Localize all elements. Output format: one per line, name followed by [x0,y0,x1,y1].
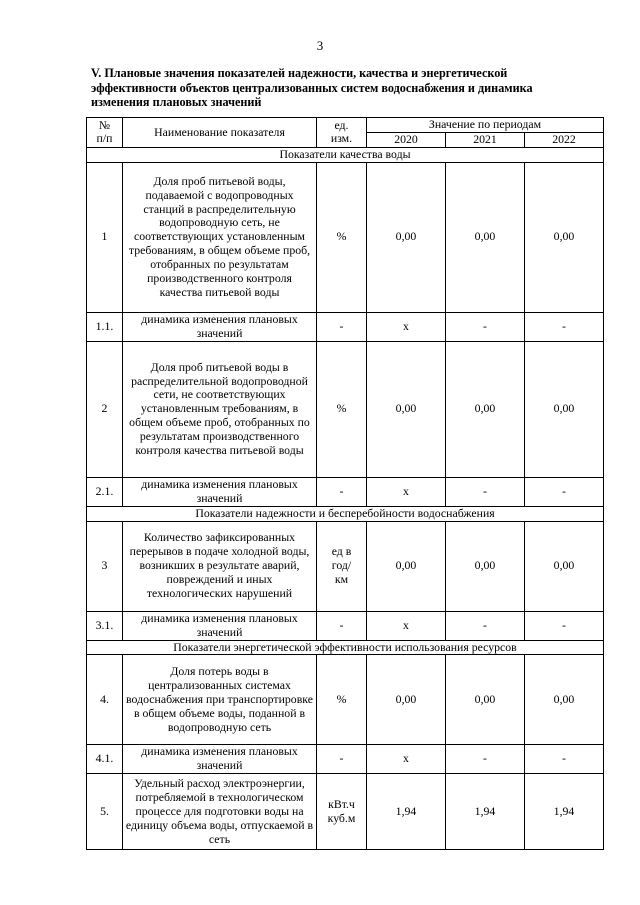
row-value-2021: 0,00 [446,341,525,477]
row-value-2021: 0,00 [446,162,525,312]
section-row-reliability [87,506,604,521]
row-value-2021: 1,94 [446,774,525,850]
row-unit: % [317,162,367,312]
row-value-2022: 0,00 [525,655,604,745]
row-value-2022: 0,00 [525,341,604,477]
row-name: динамика изменения плановых значений [123,477,317,506]
row-num: 5. [87,774,123,850]
row-value-2020: х [367,611,446,640]
row-unit: ед в год/ км [317,521,367,611]
row-num: 1 [87,162,123,312]
table-row [87,477,604,506]
row-num: 4. [87,655,123,745]
row-value-2022: - [525,745,604,774]
row-unit: - [317,611,367,640]
row-value-2022: 0,00 [525,162,604,312]
row-value-2020: х [367,477,446,506]
row-name: динамика изменения плановых значений [123,611,317,640]
section-row-quality [87,147,604,162]
table-header-row [87,118,604,133]
row-value-2020: 0,00 [367,341,446,477]
header-unit: ед. изм. [317,118,367,148]
section-label: Показатели энергетической эффективности использования ресурсов [87,640,604,655]
page-number: 3 [316,38,324,53]
header-name: Наименование показателя [123,118,317,148]
row-num: 1.1. [87,312,123,341]
row-name: Доля проб питьевой воды в распределительной водопроводной сети, не соответствующих установленным требованиям, в общем объеме проб, отобранных по результатам производственного контроля качества питьевой воды [123,341,317,477]
table-row [87,745,604,774]
table-row [87,655,604,745]
row-value-2022: 1,94 [525,774,604,850]
row-value-2022: - [525,611,604,640]
row-value-2022: - [525,477,604,506]
row-value-2020: 0,00 [367,655,446,745]
row-num: 3 [87,521,123,611]
row-name: Доля потерь воды в централизованных системах водоснабжения при транспортировке в общем объеме воды, поданной в водопроводную сеть [123,655,317,745]
row-num: 2 [87,341,123,477]
table-row [87,312,604,341]
section-label: Показатели качества воды [87,147,604,162]
table-row [87,611,604,640]
header-year-2020: 2020 [367,133,446,148]
row-unit: - [317,477,367,506]
row-value-2020: 0,00 [367,162,446,312]
header-year-2022: 2022 [525,133,604,148]
row-name: динамика изменения плановых значений [123,312,317,341]
row-num: 2.1. [87,477,123,506]
row-num: 3.1. [87,611,123,640]
header-year-2021: 2021 [446,133,525,148]
row-value-2022: 0,00 [525,521,604,611]
row-name: Количество зафиксированных перерывов в подаче холодной воды, возникших в результате аварий, повреждений и иных технологических нарушений [123,521,317,611]
table-row [87,341,604,477]
row-value-2021: 0,00 [446,655,525,745]
header-periods: Значение по периодам [367,118,604,133]
row-name: Доля проб питьевой воды, подаваемой с водопроводных станций в распределительную водопроводную сеть, не соответствующих установленным требованиям, в общем объеме проб, отобранных по результатам производственного контроля качества питьевой воды [123,162,317,312]
row-unit: кВт.ч куб.м [317,774,367,850]
row-unit: % [317,341,367,477]
row-unit: % [317,655,367,745]
row-value-2020: 1,94 [367,774,446,850]
row-value-2021: - [446,477,525,506]
row-value-2021: - [446,745,525,774]
row-value-2022: - [525,312,604,341]
table-row [87,774,604,850]
row-value-2021: 0,00 [446,521,525,611]
row-unit: - [317,312,367,341]
row-num: 4.1. [87,745,123,774]
row-name: Удельный расход электроэнергии, потребляемой в технологическом процессе для подготовки воды на единицу объема воды, отпускаемой в сеть [123,774,317,850]
row-value-2020: х [367,745,446,774]
row-value-2021: - [446,312,525,341]
section-row-energy [87,640,604,655]
row-value-2020: х [367,312,446,341]
section-label: Показатели надежности и бесперебойности водоснабжения [87,506,604,521]
section-title: V. Плановые значения показателей надежности, качества и энергетической эффективности объектов централизованных систем водоснабжения и динамика изменения плановых значений [91,66,533,109]
row-value-2021: - [446,611,525,640]
indicators-table [86,117,604,850]
header-num: № п/п [87,118,123,148]
row-unit: - [317,745,367,774]
row-name: динамика изменения плановых значений [123,745,317,774]
row-value-2020: 0,00 [367,521,446,611]
table-row [87,521,604,611]
table-row [87,162,604,312]
